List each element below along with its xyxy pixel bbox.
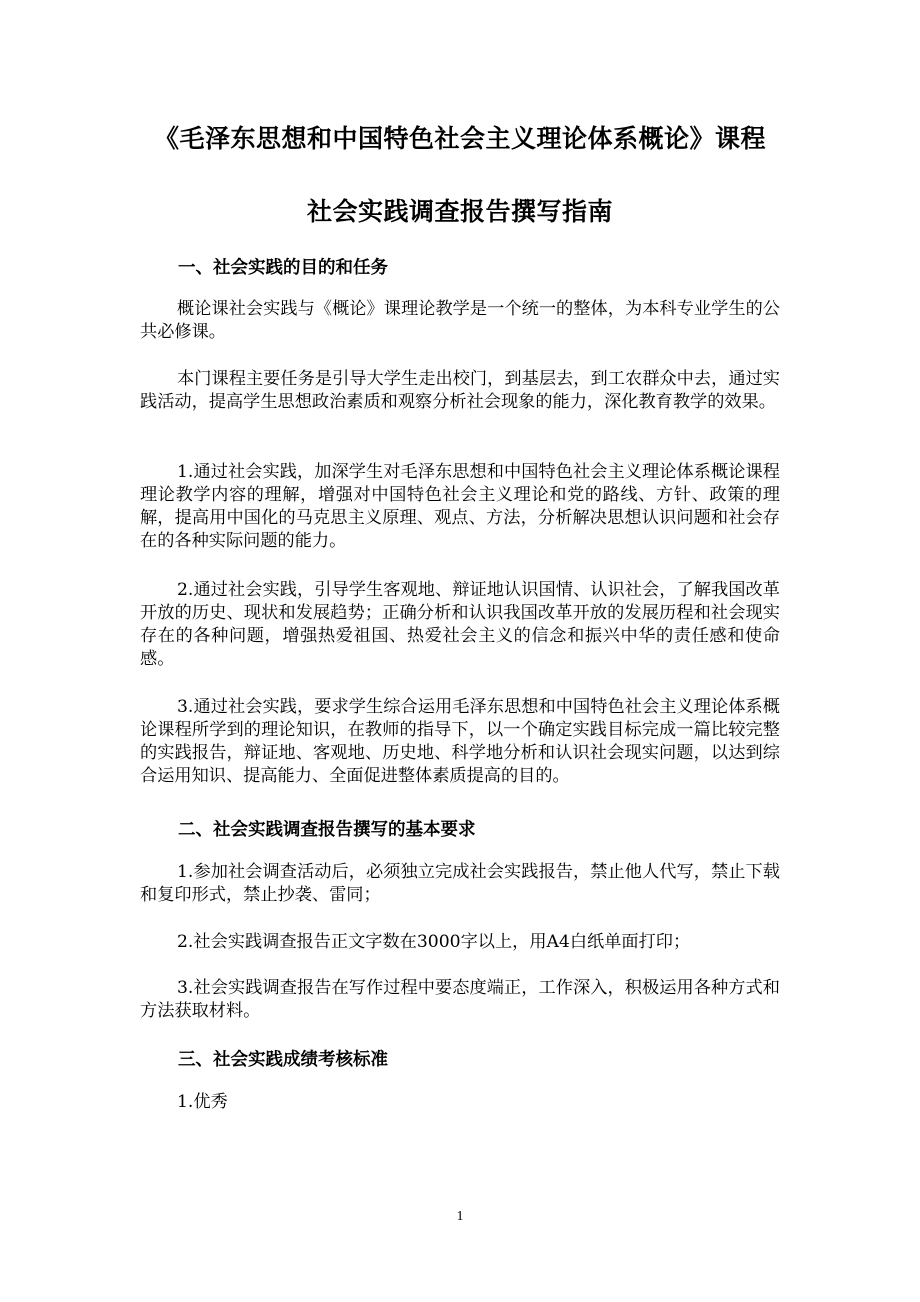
section-2-paragraph-1: 1.参加社会调查活动后，必须独立完成社会实践报告，禁止他人代写，禁止下载和复印形式，禁止抄袭、雷同； (140, 862, 780, 905)
section-2-heading: 二、社会实践调查报告撰写的基本要求 (178, 820, 476, 840)
section-1-paragraph-5: 3.通过社会实践，要求学生综合运用毛泽东思想和中国特色社会主义理论体系概论课程所学到的理论知识，在教师的指导下，以一个确定实践目标完成一篇比较完整的实践报告，辩证地、客观地、历史地、科学地分析和认识社会现实问题，以达到综合运用知识、提高能力、全面促进整体素质提高的目的。 (140, 697, 780, 786)
page-number: 1 (456, 1209, 464, 1224)
section-2-paragraph-2: 2.社会实践调查报告正文字数在3000字以上，用A4白纸单面打印； (177, 932, 691, 952)
section-1-paragraph-3: 1.通过社会实践，加深学生对毛泽东思想和中国特色社会主义理论体系概论课程理论教学内容的理解，增强对中国特色社会主义理论和党的路线、方针、政策的理解，提高用中国化的马克思主义原理、观点、方法，分析解决思想认识问题和社会存在的各种实际问题的能力。 (140, 462, 780, 551)
section-1-paragraph-1: 概论课社会实践与《概论》课理论教学是一个统一的整体，为本科专业学生的公共必修课。 (140, 299, 780, 342)
section-1-paragraph-2: 本门课程主要任务是引导大学生走出校门，到基层去，到工农群众中去，通过实践活动，提高学生思想政治素质和观察分析社会现象的能力，深化教育教学的效果。 (140, 369, 780, 412)
section-2-paragraph-3: 3.社会实践调查报告在写作过程中要态度端正，工作深入，积极运用各种方式和方法获取材料。 (140, 978, 780, 1021)
section-3-paragraph-1: 1.优秀 (177, 1092, 228, 1112)
document-title-line-1: 《毛泽东思想和中国特色社会主义理论体系概论》课程 (153, 124, 766, 153)
section-3-heading: 三、社会实践成绩考核标准 (178, 1050, 388, 1070)
section-1-paragraph-4: 2.通过社会实践，引导学生客观地、辩证地认识国情、认识社会，了解我国改革开放的历史、现状和发展趋势；正确分析和认识我国改革开放的发展历程和社会现实存在的各种问题，增强热爱祖国、热爱社会主义的信念和振兴中华的责任感和使命感。 (140, 580, 780, 669)
document-title-line-2: 社会实践调查报告撰写指南 (306, 197, 613, 226)
section-1-heading: 一、社会实践的目的和任务 (178, 258, 388, 278)
